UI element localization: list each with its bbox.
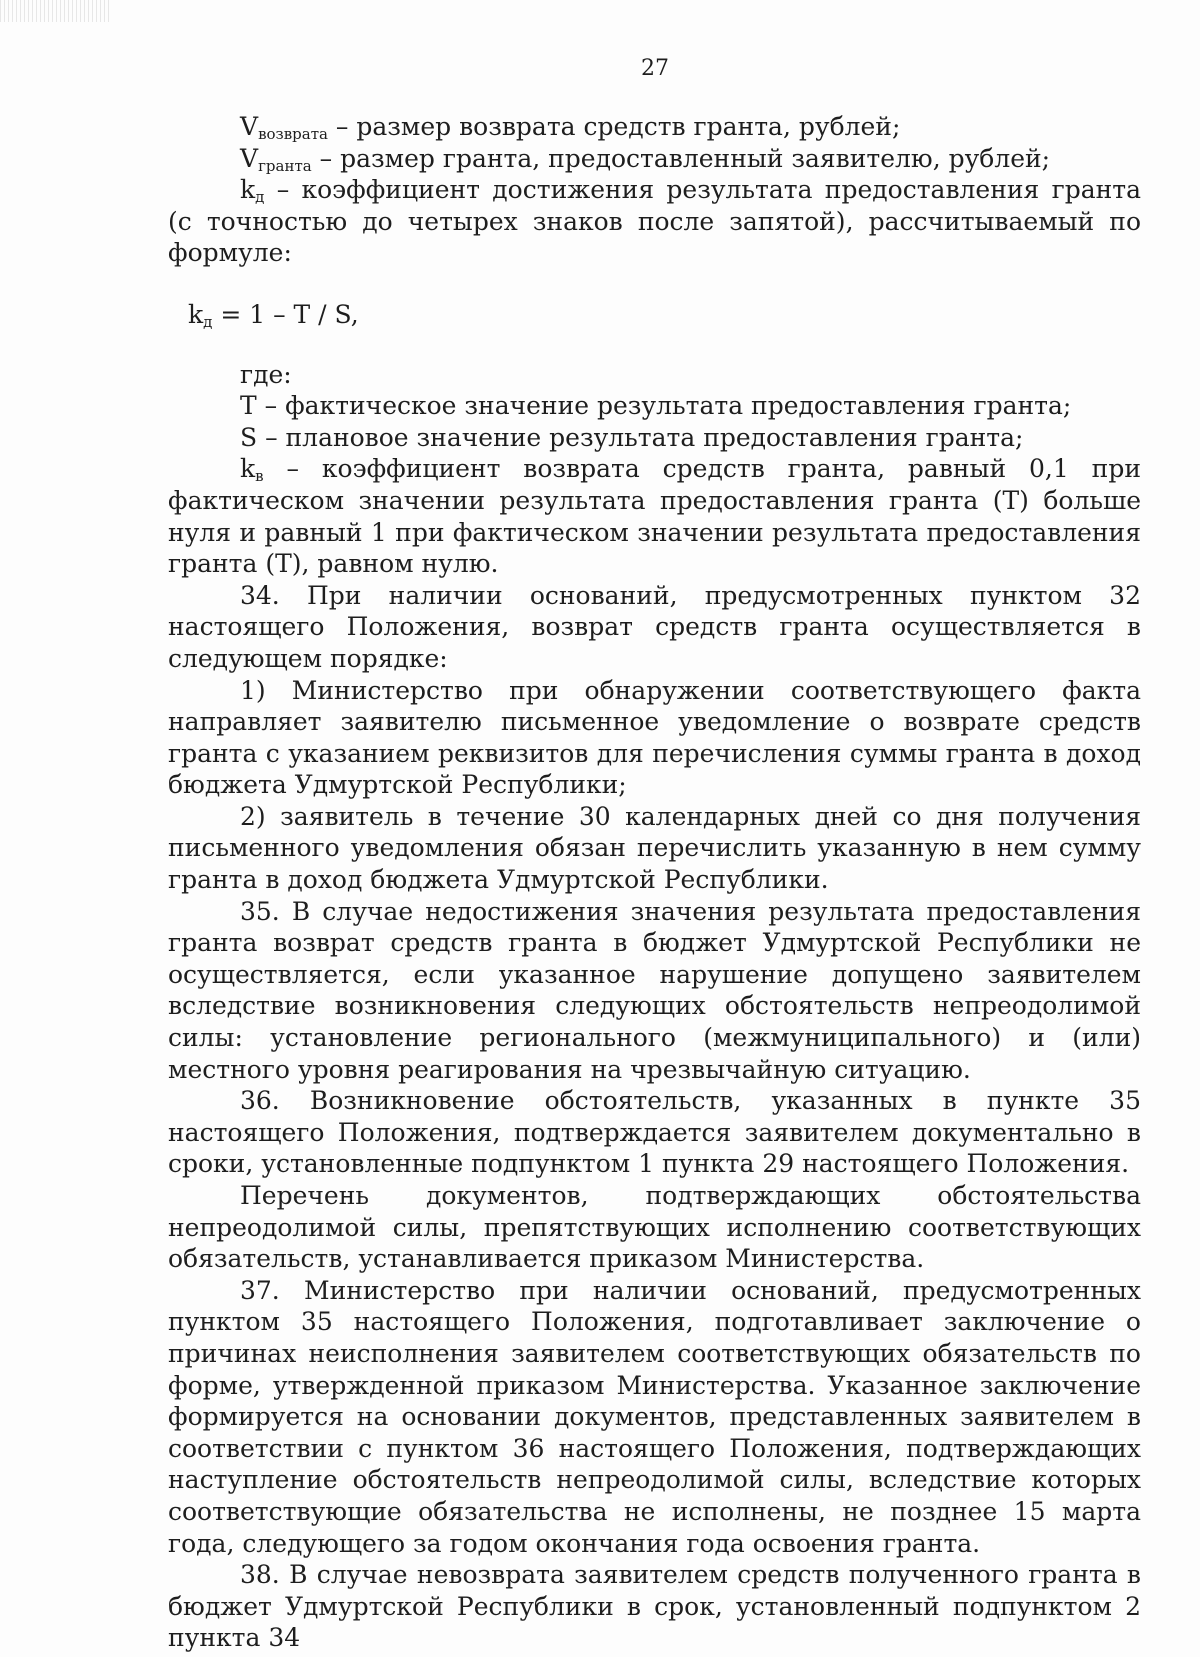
var-definition: – размер гранта, предоставленный заявителю, рублей;	[311, 143, 1051, 173]
var-symbol: k	[240, 175, 256, 205]
var-definition: – размер возврата средств гранта, рублей;	[327, 112, 901, 141]
kv-definition	[168, 453, 1141, 579]
scan-artifact	[0, 0, 110, 22]
paragraph-34: 34. При наличии оснований, предусмотренных пунктом 32 настоящего Положения, возврат средств гранта осуществляется в следующем порядке:	[168, 580, 1141, 673]
where-label: где:	[240, 359, 292, 389]
paragraph-38: 38. В случае невозврата заявителем средств полученного гранта в бюджет Удмуртской Республики в срок, установленный подпунктом 2 пункта 34	[168, 1560, 1141, 1653]
var-symbol: V	[240, 112, 259, 141]
var-subscript: гранта	[258, 156, 312, 175]
page-number: 27	[641, 56, 669, 81]
paragraph-34-item-2: 2) заявитель в течение 30 календарных дней со дня получения письменного уведомления обязан перечислить указанную в нем сумму гранта в доход бюджета Удмуртской Республики.	[168, 801, 1141, 895]
formula-rhs: = 1 – T / S,	[212, 299, 359, 329]
paragraph-37: 37. Министерство при наличии оснований, предусмотренных пунктом 35 настоящего Положения, подготавливает заключение о причинах неисполнения заявителем соответствующих обязательств по форме, утвержденной приказом Министерства. Указанное заключение формируется на основании документов, представленных заявителем в соответствии с пунктом 36 настоящего Положения, подтверждающих наступление обстоятельств непреодолимой силы, вследствие которых соответствующие обязательства не исполнены, не позднее 15 марта года, следующего за годом окончания года освоения гранта.	[168, 1275, 1141, 1558]
var-subscript: в	[255, 467, 264, 486]
t-definition: T – фактическое значение результата предоставления гранта;	[240, 391, 1072, 421]
kd-definition	[168, 174, 1141, 269]
formula-subscript: д	[203, 312, 213, 331]
paragraph-36-list: Перечень документов, подтверждающих обстоятельства непреодолимой силы, препятствующих исполнению соответствующих обязательств, устанавливается приказом Министерства.	[168, 1181, 1141, 1274]
var-subscript: возврата	[258, 125, 328, 143]
var-symbol: V	[240, 143, 259, 173]
document-body	[168, 111, 1141, 1654]
var-v-granta	[168, 143, 1141, 175]
s-definition: S – плановое значение результата предоставления гранта;	[240, 422, 1024, 452]
var-subscript: д	[255, 188, 265, 207]
var-v-vozvrata	[168, 111, 1141, 143]
paragraph-36: 36. Возникновение обстоятельств, указанных в пункте 35 настоящего Положения, подтверждается заявителем документально в сроки, установленные подпунктом 1 пункта 29 настоящего Положения.	[168, 1086, 1141, 1179]
paragraph-34-item-1: 1) Министерство при обнаружении соответствующего факта направляет заявителю письменное уведомление о возврате средств гранта с указанием реквизитов для перечисления суммы гранта в доход бюджета Удмуртской Республики;	[168, 675, 1141, 800]
formula-kd	[168, 299, 1141, 331]
var-definition: – коэффициент достижения результата предоставления гранта (с точностью до четырех знаков после запятой), рассчитываемый по формуле:	[168, 175, 1141, 268]
paragraph-35: 35. В случае недостижения значения результата предоставления гранта возврат средств гранта в бюджет Удмуртской Республики не осуществляется, если указанное нарушение допущено заявителем вследствие возникновения следующих обстоятельств непреодолимой силы: установление регионального (межмуниципального) и (или) местного уровня реагирования на чрезвычайную ситуацию.	[168, 896, 1141, 1084]
formula-symbol: k	[188, 299, 204, 329]
var-definition: – коэффициент возврата средств гранта, равный 0,1 при фактическом значении результата предоставления гранта (T) больше нуля и равный 1 при фактическом значении результата предоставления гранта (T), равном нулю.	[168, 454, 1141, 579]
var-symbol: k	[240, 454, 256, 484]
